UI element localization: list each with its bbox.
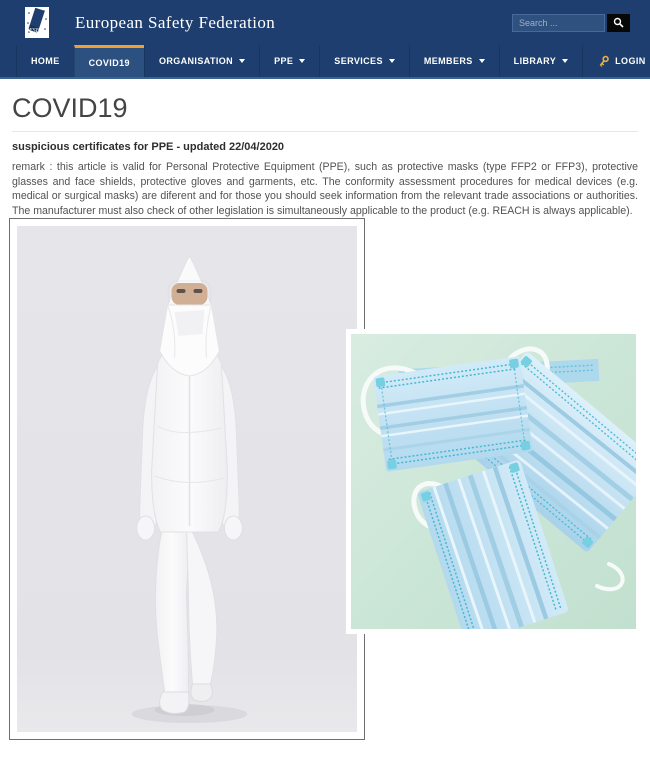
person-in-ppe-image bbox=[9, 218, 365, 740]
esf-logo-icon bbox=[25, 7, 49, 38]
chevron-down-icon bbox=[299, 59, 305, 63]
nav-item-organisation[interactable] bbox=[144, 45, 259, 77]
nav-label: PPE bbox=[274, 56, 294, 66]
person-in-ppe-illustration bbox=[17, 226, 357, 732]
nav-item-library[interactable] bbox=[499, 45, 582, 77]
site-header bbox=[0, 0, 650, 79]
chevron-down-icon bbox=[239, 59, 245, 63]
nav-label: ORGANISATION bbox=[158, 56, 234, 66]
chevron-down-icon bbox=[562, 59, 568, 63]
nav-item-login[interactable] bbox=[582, 45, 650, 77]
article-heading: suspicious certificates for PPE - updated 22/04/2020 bbox=[12, 141, 285, 154]
search-form bbox=[512, 14, 630, 32]
nav-label: SERVICES bbox=[334, 56, 383, 66]
header-top bbox=[0, 0, 650, 45]
search-button[interactable] bbox=[607, 14, 630, 32]
esf-logo[interactable] bbox=[25, 7, 49, 38]
nav-label: HOME bbox=[31, 56, 60, 66]
chevron-down-icon bbox=[479, 59, 485, 63]
nav-label: LIBRARY bbox=[513, 56, 557, 66]
nav-item-covid19[interactable] bbox=[74, 45, 144, 77]
nav-item-ppe[interactable] bbox=[259, 45, 319, 77]
nav-item-services[interactable] bbox=[319, 45, 409, 77]
search-input[interactable] bbox=[512, 14, 605, 32]
key-icon bbox=[597, 55, 610, 68]
figure-area bbox=[0, 218, 650, 754]
nav-item-home[interactable] bbox=[16, 45, 74, 77]
search-icon bbox=[613, 16, 624, 31]
nav-label: MEMBERS bbox=[423, 56, 473, 66]
site-title: European Safety Federation bbox=[75, 12, 276, 32]
title-divider bbox=[12, 131, 638, 132]
main-navigation bbox=[0, 45, 650, 79]
svg-text:ESF: ESF bbox=[29, 28, 40, 34]
chevron-down-icon bbox=[389, 59, 395, 63]
nav-item-members[interactable] bbox=[409, 45, 499, 77]
nav-label: LOGIN bbox=[615, 56, 646, 66]
main-content bbox=[0, 93, 650, 218]
surgical-masks-illustration bbox=[351, 334, 636, 629]
surgical-masks-image bbox=[346, 329, 641, 634]
nav-label: COVID19 bbox=[88, 57, 130, 68]
article-paragraph: remark : this article is valid for Personal Protective Equipment (PPE), such as protective masks (type FFP2 or FFP3), protective glasses and face shields, protective gloves and garments, etc. The conformity assessment procedures for medical devices (e.g. medical or surgical masks) are diferent and for those you should seek information from the relevant trade associations or authorities. The manufacturer must also check of other legislation is simultaneously applicable to the product (e.g. REACH is always applicable). bbox=[12, 161, 638, 217]
page-title: COVID19 bbox=[12, 93, 128, 123]
